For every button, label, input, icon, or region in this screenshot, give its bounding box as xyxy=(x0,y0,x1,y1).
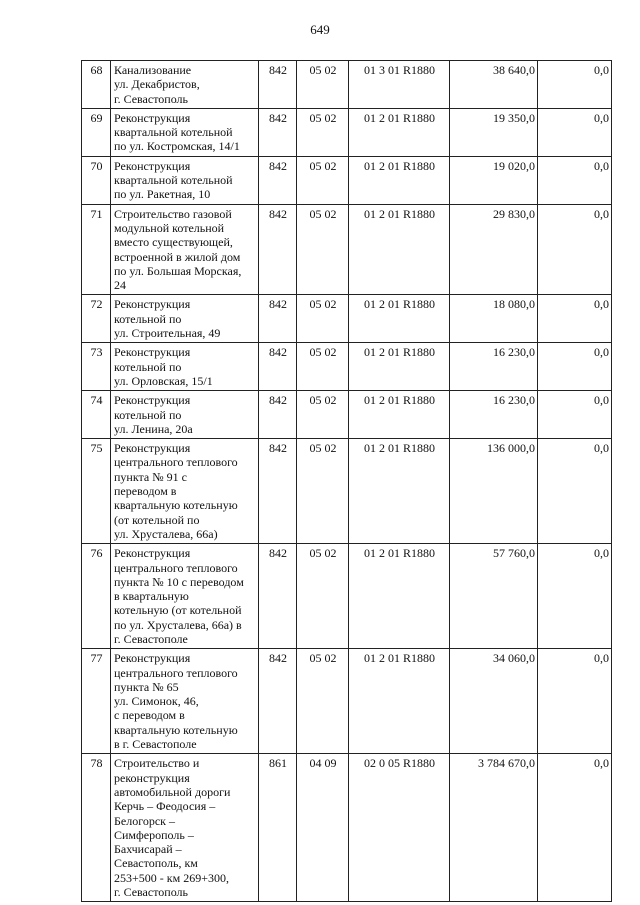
object-name-line: г. Севастополь xyxy=(114,885,189,900)
object-name-line: котельной по xyxy=(114,311,182,326)
extra-amount-cell: 0,0 xyxy=(538,204,612,295)
object-name-cell xyxy=(111,61,259,109)
object-name-line: ул. Хрусталева, 66а) xyxy=(114,526,218,541)
object-name-line: 253+500 - км 269+300, xyxy=(114,870,229,885)
object-name-line: Строительство и xyxy=(114,756,200,771)
ministry-code-cell: 842 xyxy=(259,343,297,391)
section-code-cell: 05 02 xyxy=(297,156,349,204)
object-name-line: Реконструкция xyxy=(114,651,191,666)
object-name-line: Реконструкция xyxy=(114,441,191,456)
object-name-line: Реконструкция xyxy=(114,546,191,561)
table-row xyxy=(82,156,612,204)
object-name-line: квартальной котельной xyxy=(114,173,233,188)
amount-cell: 57 760,0 xyxy=(450,544,538,649)
section-code-cell: 05 02 xyxy=(297,204,349,295)
ministry-code-cell: 842 xyxy=(259,391,297,439)
section-code-cell: 05 02 xyxy=(297,649,349,754)
ministry-code-cell: 861 xyxy=(259,754,297,902)
object-name-line: центрального теплового xyxy=(114,665,238,680)
ministry-code-cell: 842 xyxy=(259,649,297,754)
object-name-line: Реконструкция xyxy=(114,345,191,360)
object-name-line: 24 xyxy=(114,278,126,293)
amount-cell: 16 230,0 xyxy=(450,391,538,439)
row-number-cell: 77 xyxy=(82,649,111,754)
table-row xyxy=(82,343,612,391)
row-number-cell: 69 xyxy=(82,108,111,156)
object-name-line: Строительство газовой xyxy=(114,206,232,221)
amount-cell: 19 350,0 xyxy=(450,108,538,156)
object-name-cell xyxy=(111,204,259,295)
row-number-cell: 73 xyxy=(82,343,111,391)
table-row xyxy=(82,108,612,156)
object-name-cell xyxy=(111,439,259,544)
ministry-code-cell: 842 xyxy=(259,439,297,544)
object-name-line: по ул. Хрусталева, 66а) в xyxy=(114,617,242,632)
object-name-line: в г. Севастополе xyxy=(114,737,197,752)
amount-cell: 3 784 670,0 xyxy=(450,754,538,902)
extra-amount-cell: 0,0 xyxy=(538,439,612,544)
row-number-cell: 70 xyxy=(82,156,111,204)
object-name-line: котельной по xyxy=(114,359,182,374)
ministry-code-cell: 842 xyxy=(259,204,297,295)
extra-amount-cell: 0,0 xyxy=(538,391,612,439)
target-article-cell: 01 2 01 R1880 xyxy=(349,391,450,439)
object-name-line: Севастополь, км xyxy=(114,856,198,871)
section-code-cell: 05 02 xyxy=(297,439,349,544)
object-name-line: встроенной в жилой дом xyxy=(114,249,241,264)
row-number-cell: 78 xyxy=(82,754,111,902)
object-name-cell xyxy=(111,156,259,204)
amount-cell: 19 020,0 xyxy=(450,156,538,204)
extra-amount-cell: 0,0 xyxy=(538,544,612,649)
object-name-cell xyxy=(111,295,259,343)
object-name-line: (от котельной по xyxy=(114,512,200,527)
table-row xyxy=(82,204,612,295)
amount-cell: 34 060,0 xyxy=(450,649,538,754)
table-row xyxy=(82,295,612,343)
object-name-line: пункта № 91 с xyxy=(114,469,188,484)
section-code-cell: 05 02 xyxy=(297,295,349,343)
row-number-cell: 75 xyxy=(82,439,111,544)
object-name-line: Бахчисарай – xyxy=(114,842,182,857)
object-name-cell xyxy=(111,544,259,649)
object-name-line: котельную (от котельной xyxy=(114,603,242,618)
target-article-cell: 01 2 01 R1880 xyxy=(349,649,450,754)
object-name-cell xyxy=(111,108,259,156)
target-article-cell: 01 2 01 R1880 xyxy=(349,343,450,391)
object-name-line: котельной по xyxy=(114,407,182,422)
object-name-line: г. Севастополь xyxy=(114,91,189,106)
section-code-cell: 04 09 xyxy=(297,754,349,902)
table-body xyxy=(82,61,612,902)
extra-amount-cell: 0,0 xyxy=(538,649,612,754)
section-code-cell: 05 02 xyxy=(297,343,349,391)
extra-amount-cell: 0,0 xyxy=(538,108,612,156)
target-article-cell: 01 2 01 R1880 xyxy=(349,544,450,649)
amount-cell: 136 000,0 xyxy=(450,439,538,544)
object-name-line: Белогорск – xyxy=(114,813,175,828)
ministry-code-cell: 842 xyxy=(259,156,297,204)
object-name-line: переводом в xyxy=(114,484,177,499)
table-row xyxy=(82,439,612,544)
extra-amount-cell: 0,0 xyxy=(538,754,612,902)
object-name-line: квартальной котельной xyxy=(114,125,233,140)
object-name-line: автомобильной дороги xyxy=(114,784,231,799)
row-number-cell: 76 xyxy=(82,544,111,649)
object-name-line: вместо существующей, xyxy=(114,235,233,250)
ministry-code-cell: 842 xyxy=(259,295,297,343)
ministry-code-cell: 842 xyxy=(259,544,297,649)
object-name-line: по ул. Костромская, 14/1 xyxy=(114,139,240,154)
object-name-line: г. Севастополе xyxy=(114,631,188,646)
table-row xyxy=(82,391,612,439)
object-name-line: пункта № 65 xyxy=(114,679,179,694)
object-name-line: квартальную котельную xyxy=(114,498,238,513)
object-name-line: квартальную котельную xyxy=(114,722,238,737)
object-name-cell xyxy=(111,649,259,754)
object-name-line: ул. Симонок, 46, xyxy=(114,694,199,709)
object-name-line: ул. Орловская, 15/1 xyxy=(114,373,213,388)
amount-cell: 29 830,0 xyxy=(450,204,538,295)
amount-cell: 16 230,0 xyxy=(450,343,538,391)
page-number: 649 xyxy=(310,22,330,37)
amount-cell: 38 640,0 xyxy=(450,61,538,109)
target-article-cell: 02 0 05 R1880 xyxy=(349,754,450,902)
table-row xyxy=(82,649,612,754)
row-number-cell: 68 xyxy=(82,61,111,109)
object-name-line: по ул. Ракетная, 10 xyxy=(114,187,211,202)
object-name-line: модульной котельной xyxy=(114,220,225,235)
object-name-line: с переводом в xyxy=(114,708,185,723)
object-name-line: Реконструкция xyxy=(114,297,191,312)
object-name-line: Керчь – Феодосия – xyxy=(114,799,216,814)
row-number-cell: 72 xyxy=(82,295,111,343)
budget-table xyxy=(81,60,612,902)
ministry-code-cell: 842 xyxy=(259,61,297,109)
table-row xyxy=(82,754,612,902)
row-number-cell: 71 xyxy=(82,204,111,295)
object-name-cell xyxy=(111,754,259,902)
table-row xyxy=(82,61,612,109)
object-name-line: ул. Строительная, 49 xyxy=(114,326,221,341)
object-name-line: по ул. Большая Морская, xyxy=(114,263,242,278)
target-article-cell: 01 2 01 R1880 xyxy=(349,108,450,156)
table-row xyxy=(82,544,612,649)
object-name-line: реконструкция xyxy=(114,770,190,785)
target-article-cell: 01 2 01 R1880 xyxy=(349,439,450,544)
object-name-line: Реконструкция xyxy=(114,393,191,408)
object-name-line: центрального теплового xyxy=(114,455,238,470)
extra-amount-cell: 0,0 xyxy=(538,295,612,343)
extra-amount-cell: 0,0 xyxy=(538,61,612,109)
target-article-cell: 01 2 01 R1880 xyxy=(349,295,450,343)
object-name-line: в квартальную xyxy=(114,589,189,604)
object-name-line: пункта № 10 с переводом xyxy=(114,574,244,589)
object-name-line: Канализование xyxy=(114,63,192,77)
ministry-code-cell: 842 xyxy=(259,108,297,156)
section-code-cell: 05 02 xyxy=(297,544,349,649)
section-code-cell: 05 02 xyxy=(297,108,349,156)
object-name-line: ул. Ленина, 20а xyxy=(114,421,193,436)
object-name-line: Симферополь – xyxy=(114,827,194,842)
section-code-cell: 05 02 xyxy=(297,391,349,439)
extra-amount-cell: 0,0 xyxy=(538,156,612,204)
object-name-line: Реконструкция xyxy=(114,110,191,125)
target-article-cell: 01 2 01 R1880 xyxy=(349,156,450,204)
row-number-cell: 74 xyxy=(82,391,111,439)
target-article-cell: 01 3 01 R1880 xyxy=(349,61,450,109)
section-code-cell: 05 02 xyxy=(297,61,349,109)
amount-cell: 18 080,0 xyxy=(450,295,538,343)
extra-amount-cell: 0,0 xyxy=(538,343,612,391)
target-article-cell: 01 2 01 R1880 xyxy=(349,204,450,295)
object-name-line: Реконструкция xyxy=(114,158,191,173)
object-name-line: ул. Декабристов, xyxy=(114,77,200,92)
object-name-cell xyxy=(111,343,259,391)
object-name-line: центрального теплового xyxy=(114,560,238,575)
object-name-cell xyxy=(111,391,259,439)
